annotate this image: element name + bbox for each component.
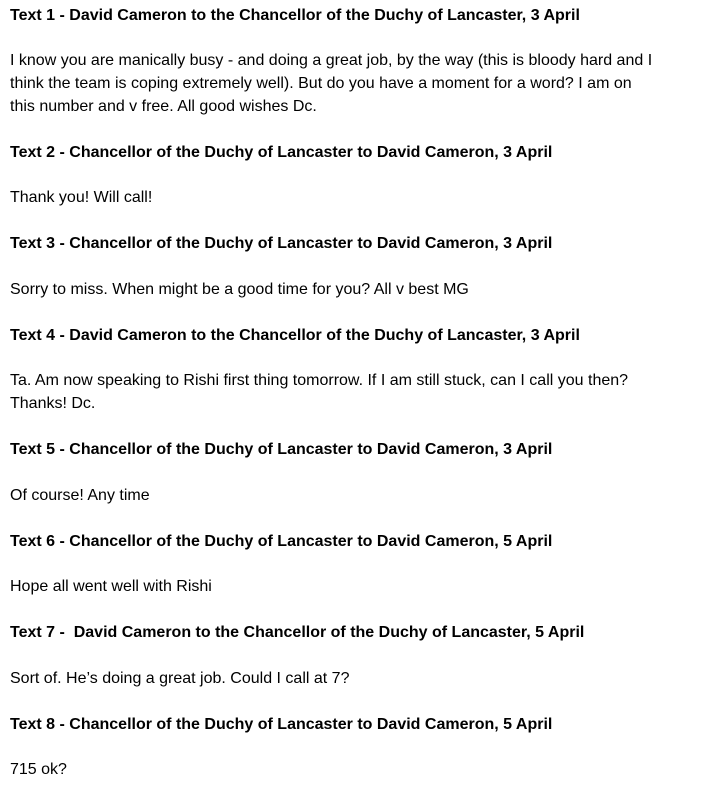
message-6-body: Hope all went well with Rishi xyxy=(10,578,212,595)
message-1-body xyxy=(10,49,710,118)
message-1-body-line: think the team is coping extremely well). But do you have a moment for a word? I am on xyxy=(10,75,632,92)
message-4-heading: Text 4 - David Cameron to the Chancellor of the Duchy of Lancaster, 3 April xyxy=(10,327,580,344)
message-1-heading: Text 1 - David Cameron to the Chancellor of the Duchy of Lancaster, 3 April xyxy=(10,7,580,24)
message-3-body: Sorry to miss. When might be a good time for you? All v best MG xyxy=(10,281,469,298)
message-8-heading: Text 8 - Chancellor of the Duchy of Lancaster to David Cameron, 5 April xyxy=(10,716,553,733)
message-8-body: 715 ok? xyxy=(10,761,67,778)
message-2-body: Thank you! Will call! xyxy=(10,189,153,206)
message-1-body-line: this number and v free. All good wishes Dc. xyxy=(10,98,317,115)
message-7-heading: Text 7 - David Cameron to the Chancellor of the Duchy of Lancaster, 5 April xyxy=(10,624,585,641)
message-2-heading: Text 2 - Chancellor of the Duchy of Lancaster to David Cameron, 3 April xyxy=(10,144,553,161)
message-3-heading: Text 3 - Chancellor of the Duchy of Lancaster to David Cameron, 3 April xyxy=(10,235,553,252)
message-4-body-line: Ta. Am now speaking to Rishi first thing tomorrow. If I am still stuck, can I call you then? xyxy=(10,372,629,389)
message-4-body-line: Thanks! Dc. xyxy=(10,395,96,412)
message-4-body xyxy=(10,369,710,415)
message-7-body: Sort of. He’s doing a great job. Could I call at 7? xyxy=(10,670,350,687)
message-6-heading: Text 6 - Chancellor of the Duchy of Lancaster to David Cameron, 5 April xyxy=(10,533,553,550)
message-1-body-line: I know you are manically busy - and doing a great job, by the way (this is bloody hard and I xyxy=(10,52,653,69)
message-5-heading: Text 5 - Chancellor of the Duchy of Lancaster to David Cameron, 3 April xyxy=(10,441,553,458)
message-5-body: Of course! Any time xyxy=(10,487,150,504)
